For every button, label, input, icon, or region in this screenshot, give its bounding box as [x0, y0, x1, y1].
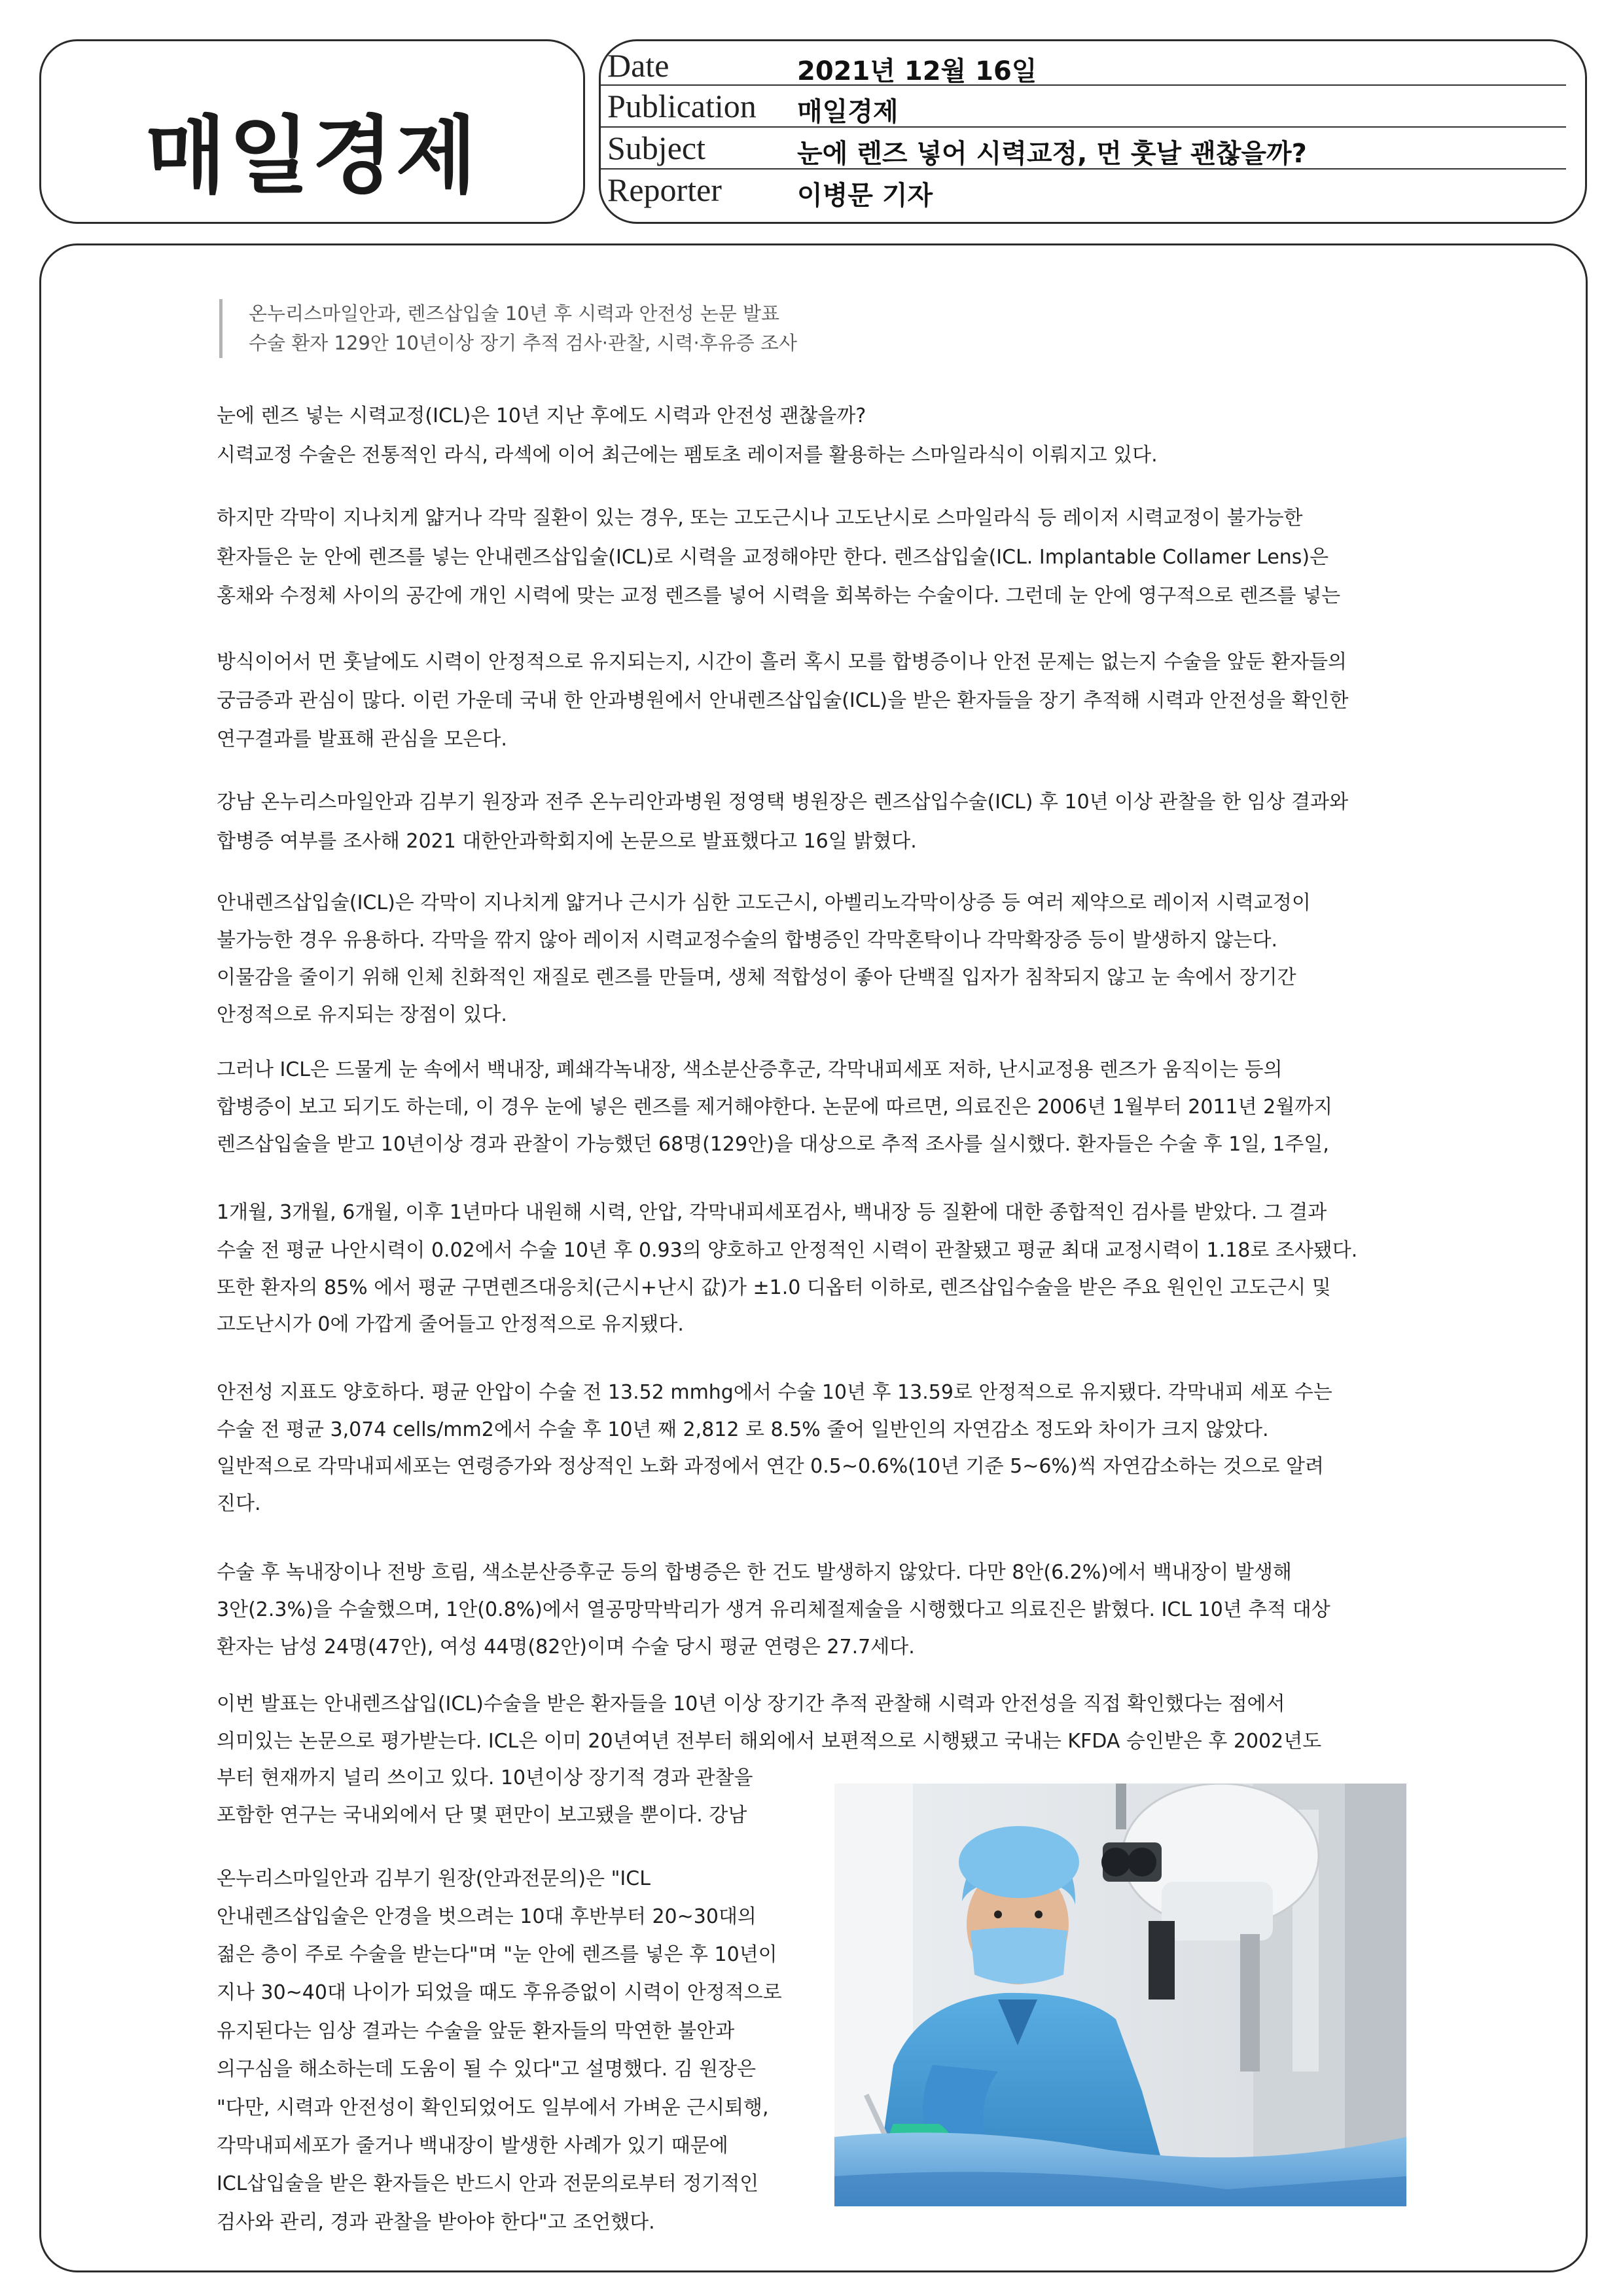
text-line: 수술 전 평균 나안시력이 0.02에서 수술 10년 후 0.93의 양호하고 안정적인 시력이 관찰됐고 평균 최대 교정시력이 1.18로 조사됐다.	[217, 1239, 1358, 1262]
text-line: 홍채와 수정체 사이의 공간에 개인 시력에 맞는 교정 렌즈를 넣어 시력을 회복하는 수술이다. 그런데 눈 안에 영구적으로 렌즈를 넣는	[217, 584, 1341, 607]
meta-row-subject	[601, 126, 1569, 168]
text-line: 시력교정 수술은 전통적인 라식, 라섹에 이어 최근에는 펨토초 레이저를 활용하는 스마일라식이 이뤄지고 있다.	[217, 444, 1158, 467]
text-line: 이물감을 줄이기 위해 인체 친화적인 재질로 렌즈를 만들며, 생체 적합성이 좋아 단백질 입자가 침착되지 않고 눈 속에서 장기간	[217, 966, 1296, 989]
text-line: 1개월, 3개월, 6개월, 이후 1년마다 내원해 시력, 안압, 각막내피세포검사, 백내장 등 질환에 대한 종합적인 검사를 받았다. 그 결과	[217, 1201, 1327, 1224]
meta-row-date	[601, 43, 1569, 84]
text-line: 수술 후 녹내장이나 전방 흐림, 색소분산증후군 등의 합병증은 한 건도 발생하지 않았다. 다만 8안(6.2%)에서 백내장이 발생해	[217, 1561, 1292, 1584]
text-line: 환자들은 눈 안에 렌즈를 넣는 안내렌즈삽입술(ICL)로 시력을 교정해야만 한다. 렌즈삽입술(ICL. Implantable Collamer Lens)은	[217, 546, 1329, 569]
text-line: 일반적으로 각막내피세포는 연령증가와 정상적인 노화 과정에서 연간 0.5~0.6%(10년 기준 5~6%)씩 자연감소하는 것으로 알려	[217, 1455, 1325, 1478]
subtitle-line: 수술 환자 129안 10년이상 장기 추적 검사·관찰, 시력·후유증 조사	[249, 332, 797, 354]
logo-box	[39, 39, 585, 224]
text-line: 안내렌즈삽입술(ICL)은 각막이 지나치게 얇거나 근시가 심한 고도근시, 아벨리노각막이상증 등 여러 제약으로 레이저 시력교정이	[217, 891, 1311, 914]
article-box	[39, 243, 1588, 2272]
metadata-box	[599, 39, 1587, 224]
text-line: 불가능한 경우 유용하다. 각막을 깎지 않아 레이저 시력교정수술의 합병증인 각막혼탁이나 각막확장증 등이 발생하지 않는다.	[217, 929, 1278, 952]
text-line: "다만, 시력과 안전성이 확인되었어도 일부에서 가벼운 근시퇴행,	[217, 2096, 769, 2119]
text-line: 궁금증과 관심이 많다. 이런 가운데 국내 한 안과병원에서 안내렌즈삽입술(ICL)을 받은 환자들을 장기 추적해 시력과 안전성을 확인한	[217, 689, 1349, 712]
text-line: 렌즈삽입술을 받고 10년이상 경과 관찰이 가능했던 68명(129안)을 대상으로 추적 조사를 실시했다. 환자들은 수술 후 1일, 1주일,	[217, 1133, 1329, 1156]
meta-value-reporter: 이병문 기자	[797, 181, 933, 211]
meta-label-reporter: Reporter	[607, 171, 722, 208]
text-line: ICL삽입술을 받은 환자들은 반드시 안과 전문의로부터 정기적인	[217, 2172, 759, 2195]
text-line: 안전성 지표도 양호하다. 평균 안압이 수술 전 13.52 mmhg에서 수술 10년 후 13.59로 안정적으로 유지됐다. 각막내피 세포 수는	[217, 1381, 1332, 1404]
text-line: 안내렌즈삽입술은 안경을 벗으려는 10대 후반부터 20~30대의	[217, 1905, 757, 1928]
meta-value-subject: 눈에 렌즈 넣어 시력교정, 먼 훗날 괜찮을까?	[797, 139, 1307, 169]
meta-label-subject: Subject	[607, 130, 705, 166]
text-line: 유지된다는 임상 결과는 수술을 앞둔 환자들의 막연한 불안과	[217, 2020, 735, 2043]
text-line: 연구결과를 발표해 관심을 모은다.	[217, 728, 507, 751]
text-line: 3안(2.3%)을 수술했으며, 1안(0.8%)에서 열공망막박리가 생겨 유리체절제술을 시행했다고 의료진은 밝혔다. ICL 10년 추적 대상	[217, 1598, 1330, 1621]
text-line: 각막내피세포가 줄거나 백내장이 발생한 사례가 있기 때문에	[217, 2134, 728, 2157]
text-line: 부터 현재까지 널리 쓰이고 있다. 10년이상 장기적 경과 관찰을	[217, 1767, 753, 1789]
meta-row-publication	[601, 84, 1569, 126]
surgeon-illustration	[834, 1784, 1406, 2206]
text-line: 그러나 ICL은 드물게 눈 속에서 백내장, 폐쇄각녹내장, 색소분산증후군, 각막내피세포 저하, 난시교정용 렌즈가 움직이는 등의	[217, 1058, 1283, 1081]
meta-label-publication: Publication	[607, 88, 757, 124]
text-line: 젊은 층이 주로 수술을 받는다"며 "눈 안에 렌즈를 넣은 후 10년이	[217, 1943, 777, 1966]
text-line: 검사와 관리, 경과 관찰을 받아야 한다"고 조언했다.	[217, 2211, 655, 2234]
text-line: 이번 발표는 안내렌즈삽입(ICL)수술을 받은 환자들을 10년 이상 장기간 추적 관찰해 시력과 안전성을 직접 확인했다는 점에서	[217, 1693, 1285, 1715]
text-line: 고도난시가 0에 가깝게 줄어들고 안정적으로 유지됐다.	[217, 1313, 684, 1336]
publication-logo: 매일경제	[145, 107, 480, 205]
text-line: 진다.	[217, 1492, 261, 1515]
text-line: 지나 30~40대 나이가 되었을 때도 후유증없이 시력이 안정적으로	[217, 1981, 782, 2004]
meta-value-date: 2021년 12월 16일	[797, 56, 1037, 86]
text-line: 포함한 연구는 국내외에서 단 몇 편만이 보고됐을 뿐이다. 강남	[217, 1804, 747, 1827]
text-line: 합병증이 보고 되기도 하는데, 이 경우 눈에 넣은 렌즈를 제거해야한다. 논문에 따르면, 의료진은 2006년 1월부터 2011년 2월까지	[217, 1096, 1333, 1119]
meta-label-date: Date	[607, 47, 669, 84]
meta-row-reporter	[601, 168, 1569, 209]
text-line: 안정적으로 유지되는 장점이 있다.	[217, 1003, 507, 1026]
lead-question: 눈에 렌즈 넣는 시력교정(ICL)은 10년 지난 후에도 시력과 안전성 괜찮을까?	[217, 404, 866, 427]
text-line: 의미있는 논문으로 평가받는다. ICL은 이미 20년여년 전부터 해외에서 보편적으로 시행됐고 국내는 KFDA 승인받은 후 2002년도	[217, 1730, 1322, 1753]
article-subtitle	[219, 299, 969, 358]
text-line: 온누리스마일안과 김부기 원장(안과전문의)은 "ICL	[217, 1867, 651, 1890]
text-line: 환자는 남성 24명(47안), 여성 44명(82안)이며 수술 당시 평균 연령은 27.7세다.	[217, 1636, 915, 1659]
text-line: 방식이어서 먼 훗날에도 시력이 안정적으로 유지되는지, 시간이 흘러 혹시 모를 합병증이나 안전 문제는 없는지 수술을 앞둔 환자들의	[217, 651, 1347, 673]
text-line: 합병증 여부를 조사해 2021 대한안과학회지에 논문으로 발표했다고 16일 밝혔다.	[217, 830, 917, 853]
text-line: 또한 환자의 85% 에서 평균 구면렌즈대응치(근시+난시 값)가 ±1.0 디옵터 이하로, 렌즈삽입수술을 받은 주요 원인인 고도근시 및	[217, 1276, 1331, 1299]
text-line: 하지만 각막이 지나치게 얇거나 각막 질환이 있는 경우, 또는 고도근시나 고도난시로 스마일라식 등 레이저 시력교정이 불가능한	[217, 507, 1303, 529]
text-line: 의구심을 해소하는데 도움이 될 수 있다"고 설명했다. 김 원장은	[217, 2058, 757, 2081]
surgeon-photo	[834, 1784, 1406, 2206]
text-line: 수술 전 평균 3,074 cells/mm2에서 수술 후 10년 째 2,812 로 8.5% 줄어 일반인의 자연감소 정도와 차이가 크지 않았다.	[217, 1418, 1269, 1441]
meta-value-publication: 매일경제	[797, 97, 899, 127]
subtitle-line: 온누리스마일안과, 렌즈삽입술 10년 후 시력과 안전성 논문 발표	[249, 302, 779, 325]
text-line: 강남 온누리스마일안과 김부기 원장과 전주 온누리안과병원 정영택 병원장은 렌즈삽입수술(ICL) 후 10년 이상 관찰을 한 임상 결과와	[217, 791, 1349, 814]
